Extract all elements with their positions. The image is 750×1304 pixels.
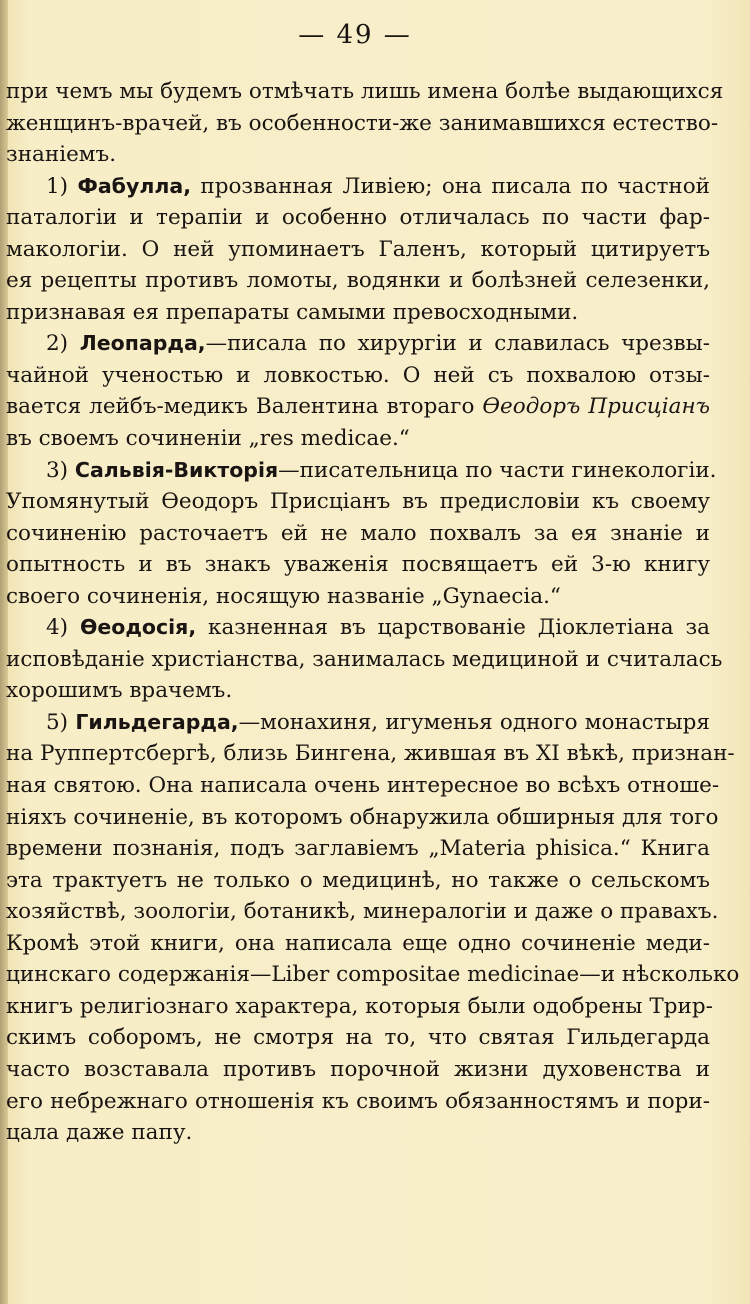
text-line [6, 76, 724, 108]
text-line [6, 328, 710, 360]
text-line [6, 991, 713, 1023]
text-segment: —писала по хирургіи и славилась чрезвы- [205, 331, 710, 357]
text-line [6, 802, 719, 834]
text-line [6, 1086, 710, 1118]
text-line [6, 139, 710, 171]
text-line [6, 928, 710, 960]
text-segment: 5) [46, 709, 76, 735]
text-segment: хорошимъ врачемъ. [6, 678, 233, 704]
person-name: Гильдегарда, [75, 709, 239, 734]
person-name: Ѳеодосія, [79, 615, 197, 640]
text-segment: вается лейбъ-медикъ Валентина втораго [6, 394, 483, 420]
text-segment: прозванная Ливіею; она писала по частной [190, 173, 711, 199]
text-line [6, 1054, 710, 1086]
text-line [6, 707, 710, 739]
italic-name: Ѳеодоръ Присціанъ [482, 394, 710, 420]
text-segment: —монахиня, игуменья одного монастыря [238, 709, 710, 735]
person-name: Леопарда, [79, 331, 206, 356]
page-number: — 49 — [298, 20, 412, 50]
page-text [6, 76, 740, 1149]
person-name: Сальвія-Викторія [74, 457, 279, 482]
text-line [6, 1117, 710, 1149]
text-segment: своего сочиненія, носящую названіе „Gynaecia.“ [6, 583, 561, 609]
text-line [6, 896, 719, 928]
text-segment: книгъ религіознаго характера, которыя были одобрены Трир- [6, 993, 713, 1019]
text-line [6, 644, 723, 676]
text-segment: скимъ соборомъ, не смотря на то, что святая Гильдегарда [6, 1025, 710, 1051]
person-name: Фабулла, [77, 173, 191, 198]
text-line [6, 391, 710, 423]
text-segment: эта трактуетъ не только о медицинѣ, но также о сельскомъ [6, 867, 710, 893]
text-line [6, 581, 710, 613]
text-segment: знаніемъ. [6, 142, 117, 168]
text-line [6, 612, 710, 644]
text-segment: ея рецепты противъ ломоты, водянки и болѣзней селезенки, [6, 268, 710, 294]
text-line [6, 234, 710, 266]
text-segment: признавая ея препараты самыми превосходными. [6, 299, 579, 325]
text-segment: Кромѣ этой книги, она написала еще одно сочиненіе меди- [6, 930, 710, 956]
text-line [6, 423, 710, 455]
text-line [6, 297, 710, 329]
text-segment: 4) [46, 615, 80, 641]
text-line [6, 770, 720, 802]
text-line [6, 202, 710, 234]
text-segment: при чемъ мы будемъ отмѣчать лишь имена болѣе выдающихся [6, 79, 724, 104]
text-segment: паталогіи и терапіи и особенно отличалась по части фар- [6, 205, 710, 231]
text-segment: ніяхъ сочиненіе, въ которомъ обнаружила обширныя для того [6, 804, 719, 830]
text-line [6, 1022, 710, 1054]
text-line [6, 675, 710, 707]
text-line [6, 865, 710, 897]
text-segment: хозяйствѣ, зоологіи, ботаникѣ, минералогіи и даже о правахъ. [6, 899, 719, 925]
text-segment: его небрежнаго отношенія къ своимъ обязанностямъ и пори- [6, 1088, 710, 1114]
text-line [6, 549, 710, 581]
text-line [6, 455, 717, 487]
text-segment: 2) [46, 331, 80, 357]
text-line [6, 959, 740, 991]
text-segment: въ своемъ сочиненіи „res medicae.“ [6, 426, 410, 452]
text-segment: макологіи. О ней упоминаетъ Галенъ, который цитируетъ [6, 236, 710, 262]
text-segment: чайной ученостью и ловкостью. О ней съ похвалою отзы- [6, 362, 710, 388]
text-line [6, 486, 710, 518]
text-segment: исповѣданіе христіанства, занималась медициной и считалась [6, 646, 723, 672]
text-segment: Упомянутый Ѳеодоръ Присціанъ въ предисловіи къ своему [6, 489, 710, 515]
text-segment: времени познанія, подъ заглавіемъ „Materia phisica.“ Книга [6, 836, 710, 862]
text-line [6, 171, 710, 203]
text-line [6, 108, 719, 140]
text-line [6, 360, 710, 392]
text-segment: сочиненію расточаетъ ей не мало похвалъ за ея знаніе и [6, 520, 710, 546]
text-segment: на Руппертсбергѣ, близь Бингена, жившая въ XI вѣкѣ, признан- [6, 741, 735, 767]
text-segment: —писательница по части гинекологіи. [278, 457, 717, 483]
text-segment: казненная въ царствованіе Діоклетіана за [196, 615, 710, 641]
text-segment: женщинъ-врачей, въ особенности-же занимавшихся естество- [6, 110, 719, 136]
text-segment: 1) [46, 173, 78, 199]
text-segment: ная святою. Она написала очень интересное во всѣхъ отноше- [6, 773, 720, 799]
text-segment: 3) [46, 457, 75, 483]
text-segment: цала даже папу. [6, 1120, 193, 1146]
text-line [6, 833, 710, 865]
text-segment: опытность и въ знакъ уваженія посвящаетъ ей 3-ю книгу [6, 552, 710, 578]
text-segment: цинскаго содержанія—Liber compositae medicinae—и нѣсколько [6, 962, 740, 988]
text-line [6, 518, 710, 550]
text-line [6, 265, 710, 297]
text-line [6, 738, 735, 770]
text-segment: часто возставала противъ порочной жизни духовенства и [6, 1056, 710, 1082]
